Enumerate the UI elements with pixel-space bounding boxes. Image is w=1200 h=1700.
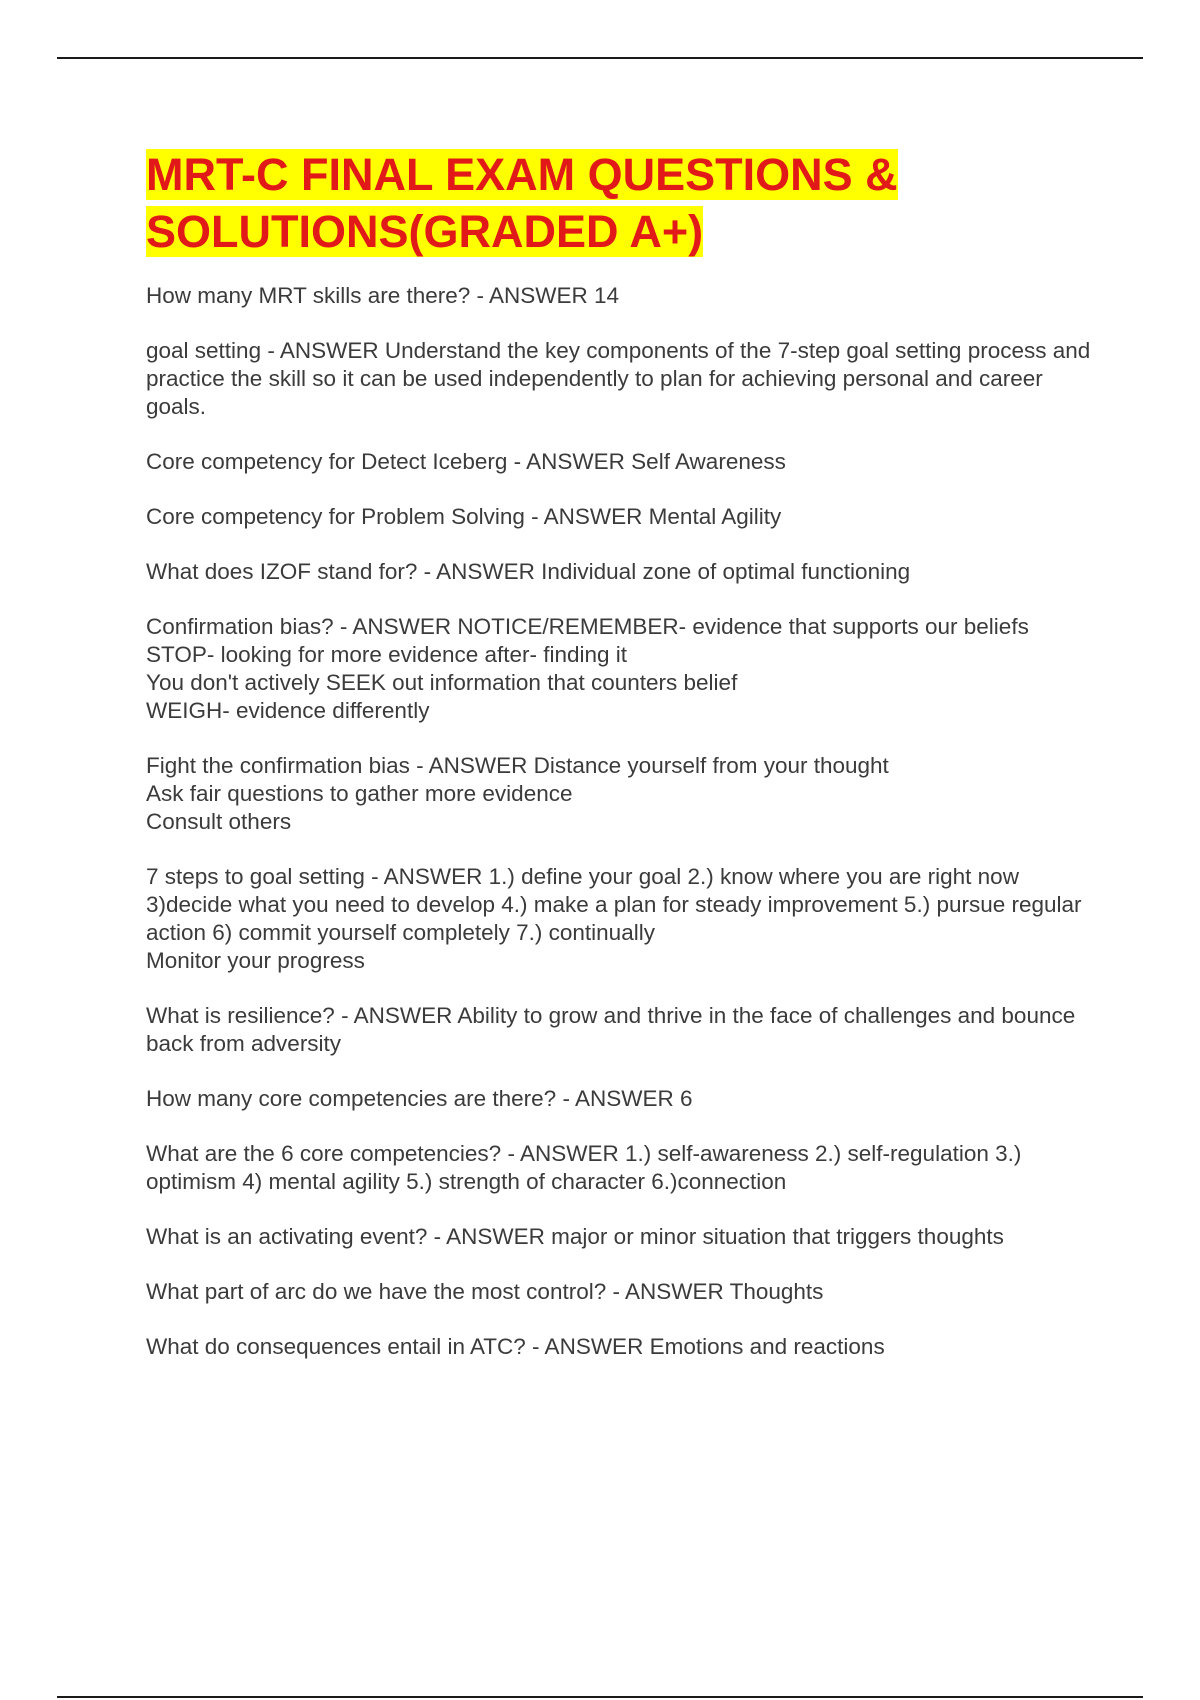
qa-item: What does IZOF stand for? - ANSWER Individual zone of optimal functioning <box>146 559 911 584</box>
title-line-1: MRT-C FINAL EXAM QUESTIONS & <box>146 149 898 200</box>
qa-item: Core competency for Problem Solving - ANSWER Mental Agility <box>146 504 782 529</box>
top-rule <box>57 57 1143 59</box>
qa-item: Confirmation bias? - ANSWER NOTICE/REMEMBER- evidence that supports our beliefs STOP- looking for more evidence after- finding it You don't actively SEEK out information that counters belief WEIGH- evidence differently <box>146 614 1029 723</box>
document-title <box>146 146 1096 260</box>
qa-item: How many MRT skills are there? - ANSWER 14 <box>146 283 620 308</box>
qa-item: What is an activating event? - ANSWER major or minor situation that triggers thoughts <box>146 1224 1004 1249</box>
qa-list <box>146 282 1096 1361</box>
qa-item: 7 steps to goal setting - ANSWER 1.) define your goal 2.) know where you are right now 3)decide what you need to develop 4.) make a plan for steady improvement 5.) pursue regular action 6) commit yourself completely 7.) continually Monitor your progress <box>146 864 1082 973</box>
qa-item: What part of arc do we have the most control? - ANSWER Thoughts <box>146 1279 824 1304</box>
qa-item: What are the 6 core competencies? - ANSWER 1.) self-awareness 2.) self-regulation 3.) optimism 4) mental agility 5.) strength of character 6.)connection <box>146 1141 1022 1194</box>
qa-item: What do consequences entail in ATC? - ANSWER Emotions and reactions <box>146 1334 885 1359</box>
qa-item: What is resilience? - ANSWER Ability to grow and thrive in the face of challenges and bounce back from adversity <box>146 1003 1076 1056</box>
title-line-2: SOLUTIONS(GRADED A+) <box>146 206 704 257</box>
qa-item: goal setting - ANSWER Understand the key components of the 7-step goal setting process and practice the skill so it can be used independently to plan for achieving personal and career goals. <box>146 338 1091 419</box>
document-body <box>146 146 1096 1388</box>
qa-item: Fight the confirmation bias - ANSWER Distance yourself from your thought Ask fair questions to gather more evidence Consult others <box>146 753 889 834</box>
qa-item: How many core competencies are there? - ANSWER 6 <box>146 1086 693 1111</box>
bottom-rule <box>57 1696 1143 1698</box>
qa-item: Core competency for Detect Iceberg - ANSWER Self Awareness <box>146 449 786 474</box>
